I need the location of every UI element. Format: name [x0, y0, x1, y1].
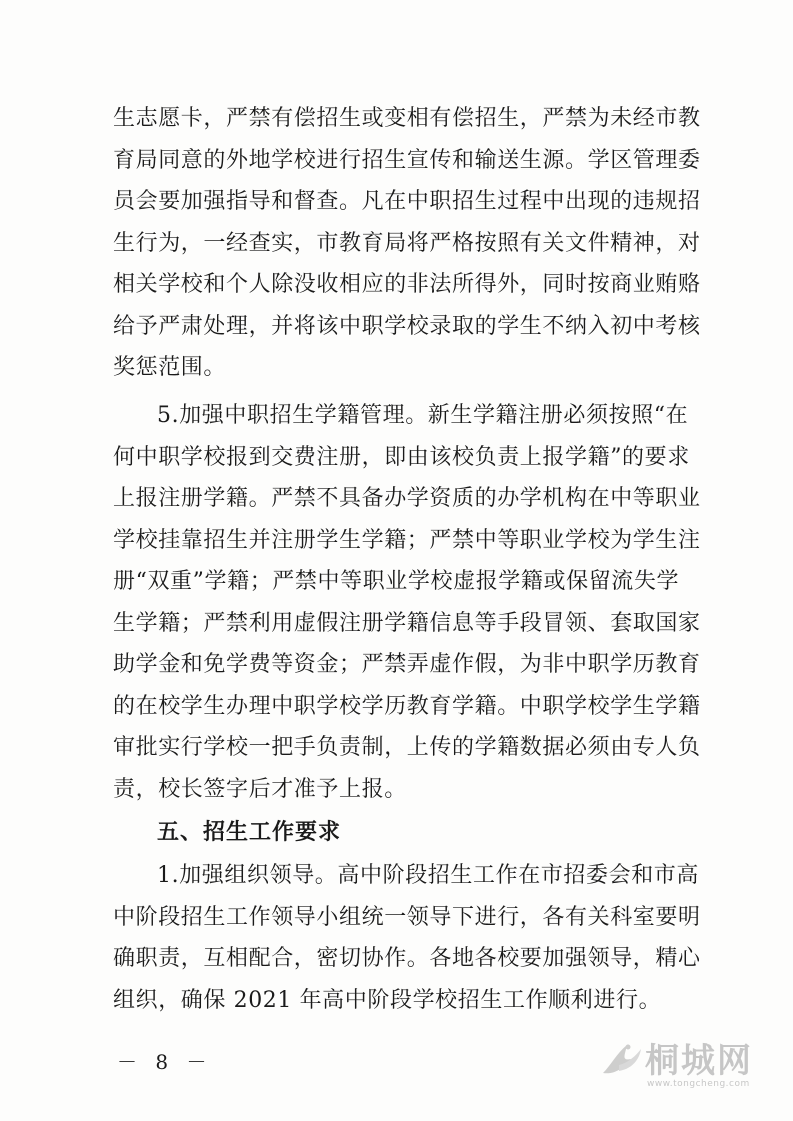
text-line: 给予严肃处理，并将该中职学校录取的学生不纳入初中考核: [113, 313, 701, 339]
text-line: 1.加强组织领导。高中阶段招生工作在市招委会和市高: [157, 863, 699, 888]
watermark: [597, 1029, 767, 1099]
bird-logo-icon: [597, 1035, 647, 1085]
text-line: 何中职学校报到交费注册，即由该校负责上报学籍”的要求: [113, 444, 690, 470]
text-line: 组织，确保 2021 年高中阶段学校招生工作顺利进行。: [113, 987, 662, 1013]
paragraph-continuation: [113, 98, 701, 389]
text-line: 生行为，一经查实，市教育局将严格按照有关文件精神，对: [113, 230, 701, 256]
page-number: － 8 －: [117, 1050, 213, 1074]
text-line: 上报注册学籍。严禁不具备办学资质的办学机构在中等职业: [113, 486, 701, 511]
text-line: 员会要加强指导和督查。凡在中职招生过程中出现的违规招: [113, 189, 701, 214]
text-line: 生学籍；严禁利用虚假注册学籍信息等手段冒领、套取国家: [113, 610, 701, 636]
text-line: 育局同意的外地学校进行招生宣传和输送生源。学区管理委: [113, 147, 701, 173]
text-line: 5.加强中职招生学籍管理。新生学籍注册必须按照“在: [157, 403, 689, 428]
section-heading: 五、招生工作要求: [157, 820, 342, 845]
text-line: 的在校学生办理中职学校学历教育学籍。中职学校学生学籍: [113, 693, 701, 719]
text-line: 册“双重”学籍；严禁中等职业学校虚报学籍或保留流失学: [113, 569, 680, 594]
text-line: 责，校长签字后才准予上报。: [113, 776, 407, 802]
text-line: 奖惩范围。: [113, 355, 227, 380]
paragraph-organization: [113, 855, 701, 1021]
text-line: 审批实行学校一把手负责制，上传的学籍数据必须由专人负: [113, 735, 701, 760]
paragraph-student-registration: [113, 395, 701, 810]
text-line: 相关学校和个人除没收相应的非法所得外，同时按商业贿赂: [113, 272, 701, 297]
text-line: 确职责，互相配合，密切协作。各地各校要加强领导，精心: [113, 946, 701, 971]
watermark-url: www.tongcheng.com: [647, 1079, 750, 1089]
text-line: 学校挂靠招生并注册学生学籍；严禁中等职业学校为学生注: [113, 527, 701, 553]
watermark-text: 桐城网: [645, 1041, 753, 1081]
text-line: 生志愿卡，严禁有偿招生或变相有偿招生，严禁为未经市教: [113, 106, 701, 131]
text-line: 助学金和免学费等资金；严禁弄虚作假，为非中职学历教育: [113, 652, 701, 677]
text-line: 中阶段招生工作领导小组统一领导下进行，各有关科室要明: [113, 904, 701, 930]
